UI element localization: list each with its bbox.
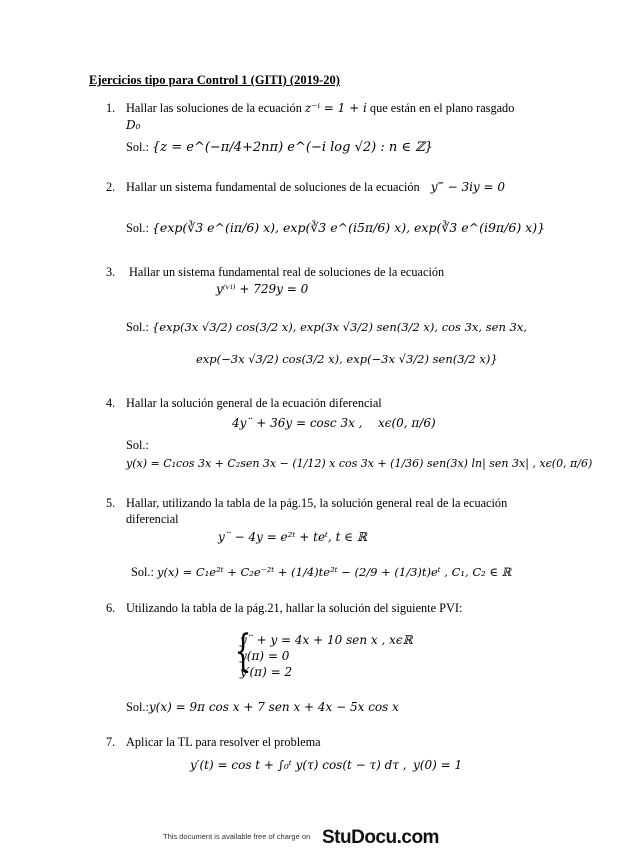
ex4-sol-label: Sol.: — [126, 438, 149, 452]
ex5-text: Hallar, utilizando la tabla de la pág.15, la solución general real de la ecuación — [126, 496, 508, 510]
sol-label: Sol.: — [126, 700, 149, 714]
ex2-solution-expr: {exp(∛3 e^(iπ/6) x), exp(∛3 e^(i5π/6) x), exp(∛3 e^(i9π/6) x)} — [151, 220, 546, 235]
ex4-equation: 4y¨ + 36y = cosc 3x , — [232, 416, 363, 430]
ex1-statement-cont: que están en el plano rasgado — [369, 101, 515, 115]
ex5-equation: y¨ − 4y = e²ᵗ + teᵗ, t ∈ ℝ — [218, 530, 367, 544]
ex1-solution — [126, 140, 433, 155]
ex6-solution-expr: y(x) = 9π cos x + 7 sen x + 4x − 5x cos x — [148, 700, 399, 714]
ex1-number: 1. — [106, 101, 116, 115]
ex1-text — [126, 101, 514, 116]
ex2-equation: y‴ − 3iy = 0 — [430, 180, 506, 194]
ex2-solution — [126, 220, 545, 236]
sol-label: Sol.: — [126, 140, 149, 154]
ex6-text: Utilizando la tabla de la pág.21, hallar la solución del siguiente PVI: — [126, 601, 463, 615]
ex7-text: Aplicar la TL para resolver el problema — [126, 735, 321, 749]
ex2-text — [126, 180, 505, 195]
ex5-solution — [131, 565, 511, 580]
ex2-number: 2. — [106, 180, 116, 194]
ex4-number: 4. — [106, 396, 116, 410]
document-title: Ejercicios tipo para Control 1 (GITI) (2019-20) — [89, 73, 340, 87]
ex6-number: 6. — [106, 601, 116, 615]
ex1-domain: D₀ — [126, 118, 141, 132]
ex6-eq-line1: y¨ + y = 4x + 10 sen x , xϵℝ — [240, 633, 413, 647]
sol-label: Sol.: — [131, 565, 154, 579]
ex4-solution-expr: y(x) = C₁cos 3x + C₂sen 3x − (1/12) x cos 3x + (1/36) sen(3x) ln| sen 3x| , xϵ(0, π/6) — [126, 457, 593, 470]
ex5-solution-expr: y(x) = C₁e²ᵗ + C₂e⁻²ᵗ + (1/4)te²ᵗ − (2/9 + (1/3)t)eᵗ , C₁, C₂ ∈ ℝ — [156, 565, 512, 579]
ex4-text: Hallar la solución general de la ecuación diferencial — [126, 396, 382, 410]
ex7-equation: y′(t) = cos t + ∫₀ᵗ y(τ) cos(t − τ) dτ , — [190, 758, 407, 772]
ex1-statement: Hallar las soluciones de la ecuación — [126, 101, 302, 115]
ex6-eq-line3: y′(π) = 2 — [240, 665, 293, 679]
footer-text: This document is available free of charge on — [163, 832, 311, 841]
ex3-number: 3. — [106, 265, 116, 279]
ex1-solution-expr: {z = e^(−π/4+2nπ) e^(−i log √2) : n ∈ ℤ} — [151, 140, 433, 155]
ex3-solution — [126, 320, 527, 335]
ex3-text: Hallar un sistema fundamental real de soluciones de la ecuación — [129, 265, 445, 279]
ex7-number: 7. — [106, 735, 116, 749]
ex5-text-cont: diferencial — [126, 512, 179, 526]
ex6-solution — [126, 700, 399, 715]
ex2-statement: Hallar un sistema fundamental de soluciones de la ecuación — [126, 180, 420, 194]
sol-label: Sol.: — [126, 320, 149, 334]
ex3-solution-line1: {exp(3x √3/2) cos(3/2 x), exp(3x √3/2) sen(3/2 x), cos 3x, sen 3x, — [151, 320, 527, 334]
ex3-solution-line2: exp(−3x √3/2) cos(3/2 x), exp(−3x √3/2) sen(3/2 x)} — [196, 352, 498, 366]
studocu-logo[interactable]: StuDocu.com — [322, 827, 439, 848]
ex5-number: 5. — [106, 496, 116, 510]
ex6-system-brace: { — [234, 626, 252, 677]
ex3-equation: y⁽ᵛⁱ⁾ + 729y = 0 — [216, 282, 309, 296]
ex1-equation: z⁻ⁱ = 1 + i — [304, 101, 367, 115]
ex7-initial-condition: y(0) = 1 — [413, 758, 463, 772]
sol-label: Sol.: — [126, 221, 149, 235]
ex6-eq-line2: y(π) = 0 — [240, 649, 290, 663]
ex4-domain: xϵ(0, π/6) — [378, 416, 436, 430]
